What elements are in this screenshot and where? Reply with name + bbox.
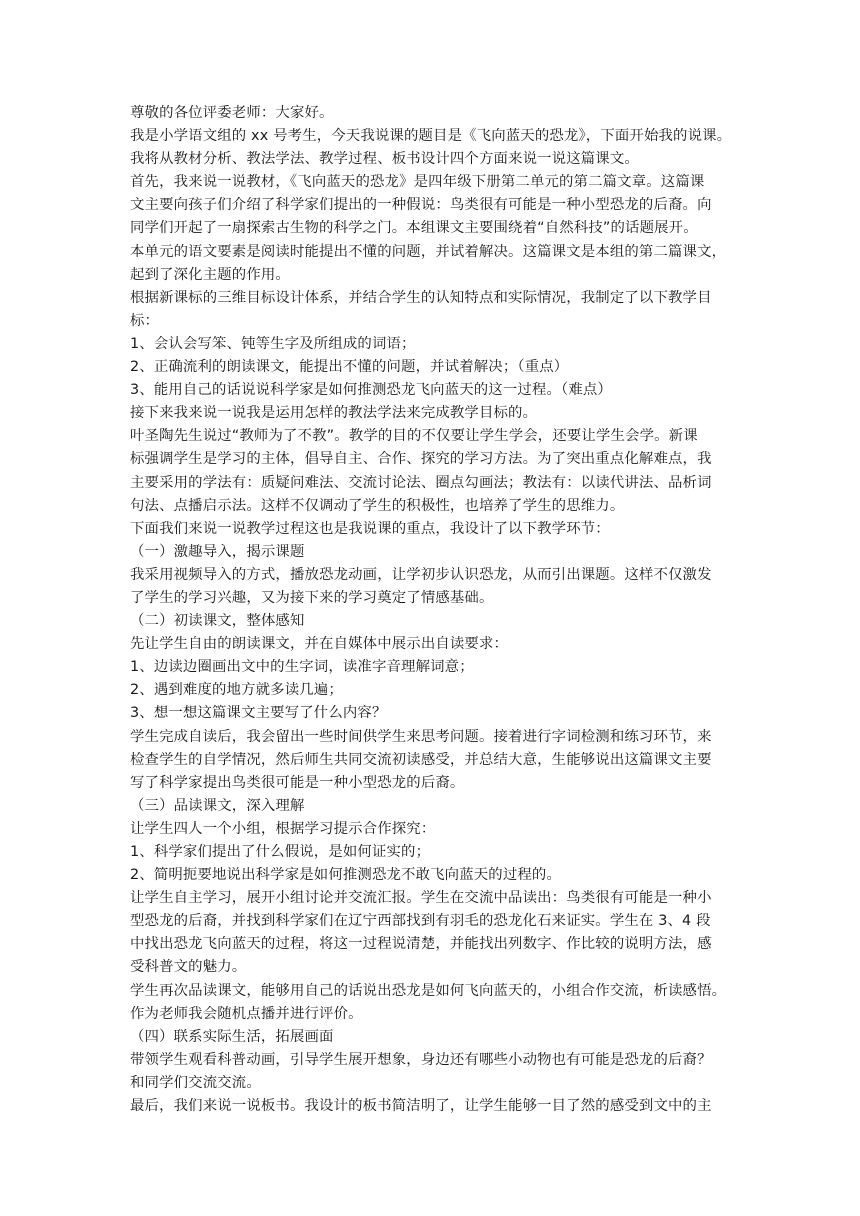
text-line: 2、正确流利的朗读课文，能提出不懂的问题，并试着解决；（重点） [130, 359, 569, 376]
text-line: 主要采用的学法有：质疑问难法、交流讨论法、圈点勾画法；教法有：以读代讲法、品析词 [130, 474, 712, 491]
text-line: 最后，我们来说一说板书。我设计的板书简洁明了，让学生能够一目了然的感受到文中的主 [130, 1098, 712, 1115]
document-body [130, 102, 750, 1118]
text-line: （一）激趣导入，揭示课题 [130, 543, 305, 560]
text-line: 受科普文的魅力。 [130, 959, 247, 976]
text-line: 首先，我来说一说教材，《飞向蓝天的恐龙》是四年级下册第二单元的第二篇文章。这篇课 [130, 174, 705, 191]
text-line: 我是小学语文组的 xx 号考生，今天我说课的题目是《飞向蓝天的恐龙》，下面开始我的说课。 [130, 128, 732, 145]
text-line: 句法、点播启示法。这样不仅调动了学生的积极性，也培养了学生的思维力。 [130, 497, 625, 514]
text-line: 尊敬的各位评委老师：大家好。 [130, 105, 334, 121]
text-line: 我采用视频导入的方式，播放恐龙动画，让学初步认识恐龙，从而引出课题。这样不仅激发 [130, 566, 712, 583]
text-line: 写了科学家提出鸟类很可能是一种小型恐龙的后裔。 [130, 774, 465, 791]
text-line: 让学生四人一个小组，根据学习提示合作探究： [130, 820, 436, 837]
text-line: 和同学们交流交流。 [130, 1074, 261, 1091]
text-line: 学生完成自读后，我会留出一些时间供学生来思考问题。接着进行字词检测和练习环节，来 [130, 728, 712, 745]
text-line: 先让学生自由的朗读课文，并在自媒体中展示出自读要求： [130, 636, 509, 653]
text-line: 接下来我来说一说我是运用怎样的教法学法来完成教学目标的。 [130, 405, 538, 422]
text-line: 学生再次品读课文，能够用自己的话说出恐龙是如何飞向蓝天的，小组合作交流，析读感悟。 [130, 982, 727, 999]
text-line: 中找出恐龙飞向蓝天的过程，将这一过程说清楚，并能找出列数字、作比较的说明方法，感 [130, 936, 712, 953]
text-line: 根据新课标的三维目标设计体系，并结合学生的认知特点和实际情况，我制定了以下教学目 [130, 289, 712, 306]
text-line: 本单元的语文要素是阅读时能提出不懂的问题，并试着解决。这篇课文是本组的第二篇课文， [130, 243, 727, 260]
text-line: 1、边读边圈画出文中的生字词，读准字音理解词意； [130, 659, 474, 676]
text-line: 标： [130, 312, 160, 329]
text-line: 1、科学家们提出了什么假说，是如何证实的； [130, 844, 431, 860]
text-line: 3、想一想这篇课文主要写了什么内容？ [130, 705, 387, 722]
text-line: 文主要向孩子们介绍了科学家们提出的一种假说：鸟类很有可能是一种小型恐龙的后裔。向 [130, 197, 712, 214]
text-line: 起到了深化主题的作用。 [130, 266, 290, 283]
text-line: 下面我们来说一说教学过程这也是我说课的重点，我设计了以下教学环节： [130, 520, 610, 537]
text-line: 2、简明扼要地说出科学家是如何推测恐龙不敢飞向蓝天的过程的。 [130, 867, 561, 884]
text-line: 型恐龙的后裔，并找到科学家们在辽宁西部找到有羽毛的恐龙化石来证实。学生在 3、4 段 [130, 913, 711, 930]
text-line: 3、能用自己的话说说科学家是如何推测恐龙飞向蓝天的这一过程。（难点） [130, 382, 612, 399]
text-line: 作为老师我会随机点播并进行评价。 [130, 1005, 363, 1022]
text-line: 我将从教材分析、教法学法、教学过程、板书设计四个方面来说一说这篇课文。 [130, 151, 639, 168]
text-line: （四）联系实际生活，拓展画面 [130, 1028, 334, 1045]
text-line: 同学们开起了一扇探索古生物的科学之门。本组课文主要围绕着“自然科技”的话题展开。 [130, 220, 698, 237]
text-line: （三）品读课文，深入理解 [130, 797, 305, 814]
text-line: 带领学生观看科普动画，引导学生展开想象，身边还有哪些小动物也有可能是恐龙的后裔？ [130, 1051, 712, 1068]
text-line: 1、会认会写笨、钝等生字及所组成的词语； [130, 335, 416, 352]
text-line: 让学生自主学习，展开小组讨论并交流汇报。学生在交流中品读出：鸟类很有可能是一种小 [130, 890, 712, 907]
text-line: 标强调学生是学习的主体，倡导自主、合作、探究的学习方法。为了突出重点化解难点，我 [130, 451, 712, 468]
text-line: （二）初读课文，整体感知 [130, 613, 305, 630]
text-line: 了学生的学习兴趣，又为接下来的学习奠定了情感基础。 [130, 589, 494, 606]
text-line: 叶圣陶先生说过“教师为了不教”。教学的目的不仅要让学生学会，还要让学生会学。新课 [130, 428, 698, 445]
text-line: 2、遇到难度的地方就多读几遍； [130, 682, 343, 699]
text-line: 检查学生的自学情况，然后师生共同交流初读感受，并总结大意，生能够说出这篇课文主要 [130, 751, 712, 768]
